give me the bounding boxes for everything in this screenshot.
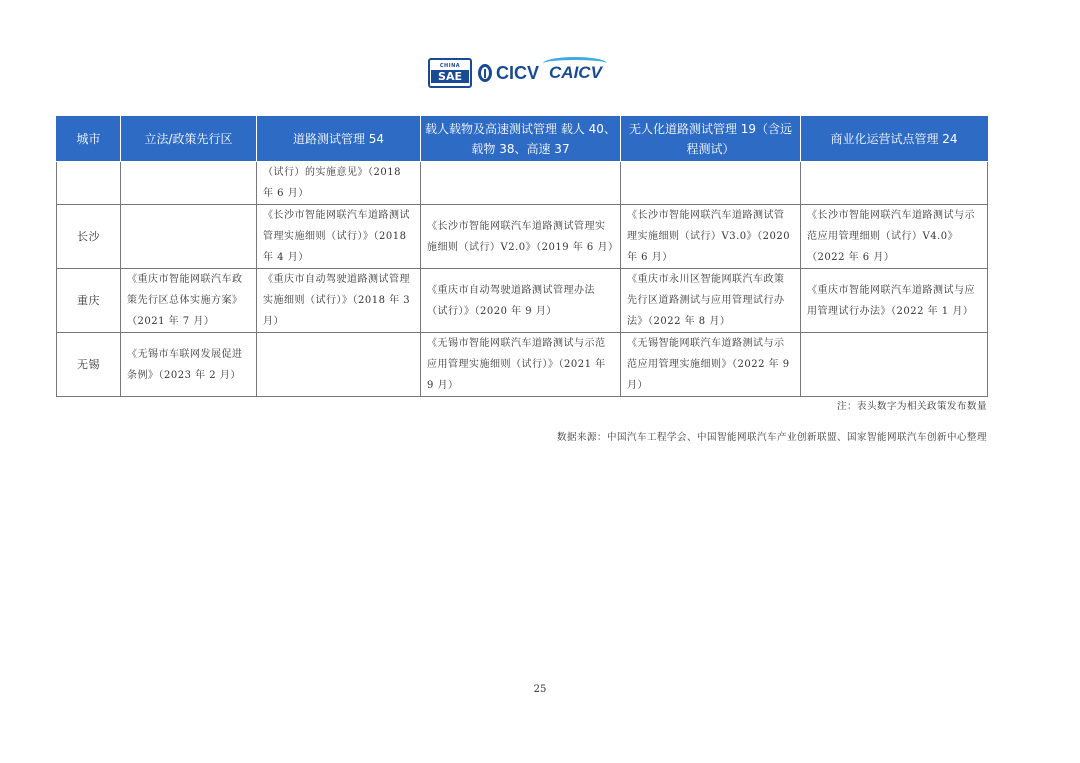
cell-legislation	[121, 162, 257, 205]
cicv-logo	[478, 63, 539, 84]
logo-caicv-text: CAICV	[549, 63, 602, 82]
caicv-swoosh-icon	[543, 57, 607, 70]
caicv-logo	[545, 63, 602, 83]
cell-passenger-freight: 《重庆市自动驾驶道路测试管理办法（试行）》（2020 年 9 月）	[421, 269, 621, 333]
cell-city: 无锡	[57, 333, 121, 397]
cell-road-test	[257, 333, 421, 397]
cell-city	[57, 162, 121, 205]
china-sae-logo	[428, 58, 472, 88]
cell-unmanned: 《重庆市永川区智能网联汽车政策先行区道路测试与应用管理试行办法》（2022 年 8 月）	[621, 269, 801, 333]
cell-commercial	[801, 162, 988, 205]
header-logos	[428, 56, 602, 90]
table-row	[57, 333, 988, 397]
cell-commercial	[801, 333, 988, 397]
header-commercial: 商业化运营试点管理 24	[801, 117, 988, 162]
policy-table	[56, 116, 988, 397]
cell-city: 长沙	[57, 205, 121, 269]
cell-legislation: 《重庆市智能网联汽车政策先行区总体实施方案》（2021 年 7 月）	[121, 269, 257, 333]
table-note: 注：表头数字为相关政策发布数量	[836, 401, 987, 412]
cell-unmanned: 《长沙市智能网联汽车道路测试管理实施细则（试行）V3.0》（2020 年 6 月）	[621, 205, 801, 269]
cicv-mark-icon	[478, 64, 492, 82]
cell-road-test: （试行）的实施意见》（2018 年 6 月）	[257, 162, 421, 205]
cell-unmanned: 《无锡智能网联汽车道路测试与示范应用管理实施细则》（2022 年 9 月）	[621, 333, 801, 397]
cell-commercial: 《长沙市智能网联汽车道路测试与示范应用管理细则（试行）V4.0》（2022 年 6 月）	[801, 205, 988, 269]
cell-passenger-freight: 《无锡市智能网联汽车道路测试与示范应用管理实施细则（试行）》（2021 年 9 月）	[421, 333, 621, 397]
header-road-test: 道路测试管理 54	[257, 117, 421, 162]
page-number: 25	[533, 684, 547, 695]
header-passenger-freight: 载人载物及高速测试管理 载人 40、载物 38、高速 37	[421, 117, 621, 162]
logo-cicv-text: CICV	[496, 62, 540, 83]
cell-legislation	[121, 205, 257, 269]
cell-unmanned	[621, 162, 801, 205]
cell-legislation: 《无锡市车联网发展促进条例》（2023 年 2 月）	[121, 333, 257, 397]
cell-passenger-freight: 《长沙市智能网联汽车道路测试管理实施细则（试行）V2.0》（2019 年 6 月）	[421, 205, 621, 269]
logo-china-text: CHINA	[439, 63, 461, 69]
cell-commercial: 《重庆市智能网联汽车道路测试与应用管理试行办法》（2022 年 1 月）	[801, 269, 988, 333]
cell-passenger-freight	[421, 162, 621, 205]
header-unmanned: 无人化道路测试管理 19（含远程测试）	[621, 117, 801, 162]
data-source: 数据来源：中国汽车工程学会、中国智能网联汽车产业创新联盟、国家智能网联汽车创新中心整理	[556, 432, 987, 443]
table-header-row	[57, 117, 988, 162]
table-row	[57, 205, 988, 269]
cell-road-test: 《长沙市智能网联汽车道路测试管理实施细则（试行）》（2018 年 4 月）	[257, 205, 421, 269]
table-row	[57, 269, 988, 333]
header-legislation: 立法/政策先行区	[121, 117, 257, 162]
cell-road-test: 《重庆市自动驾驶道路测试管理实施细则（试行）》（2018 年 3 月）	[257, 269, 421, 333]
cell-city: 重庆	[57, 269, 121, 333]
table-row	[57, 162, 988, 205]
header-city: 城市	[57, 117, 121, 162]
logo-sae-text: SAE	[431, 70, 469, 83]
